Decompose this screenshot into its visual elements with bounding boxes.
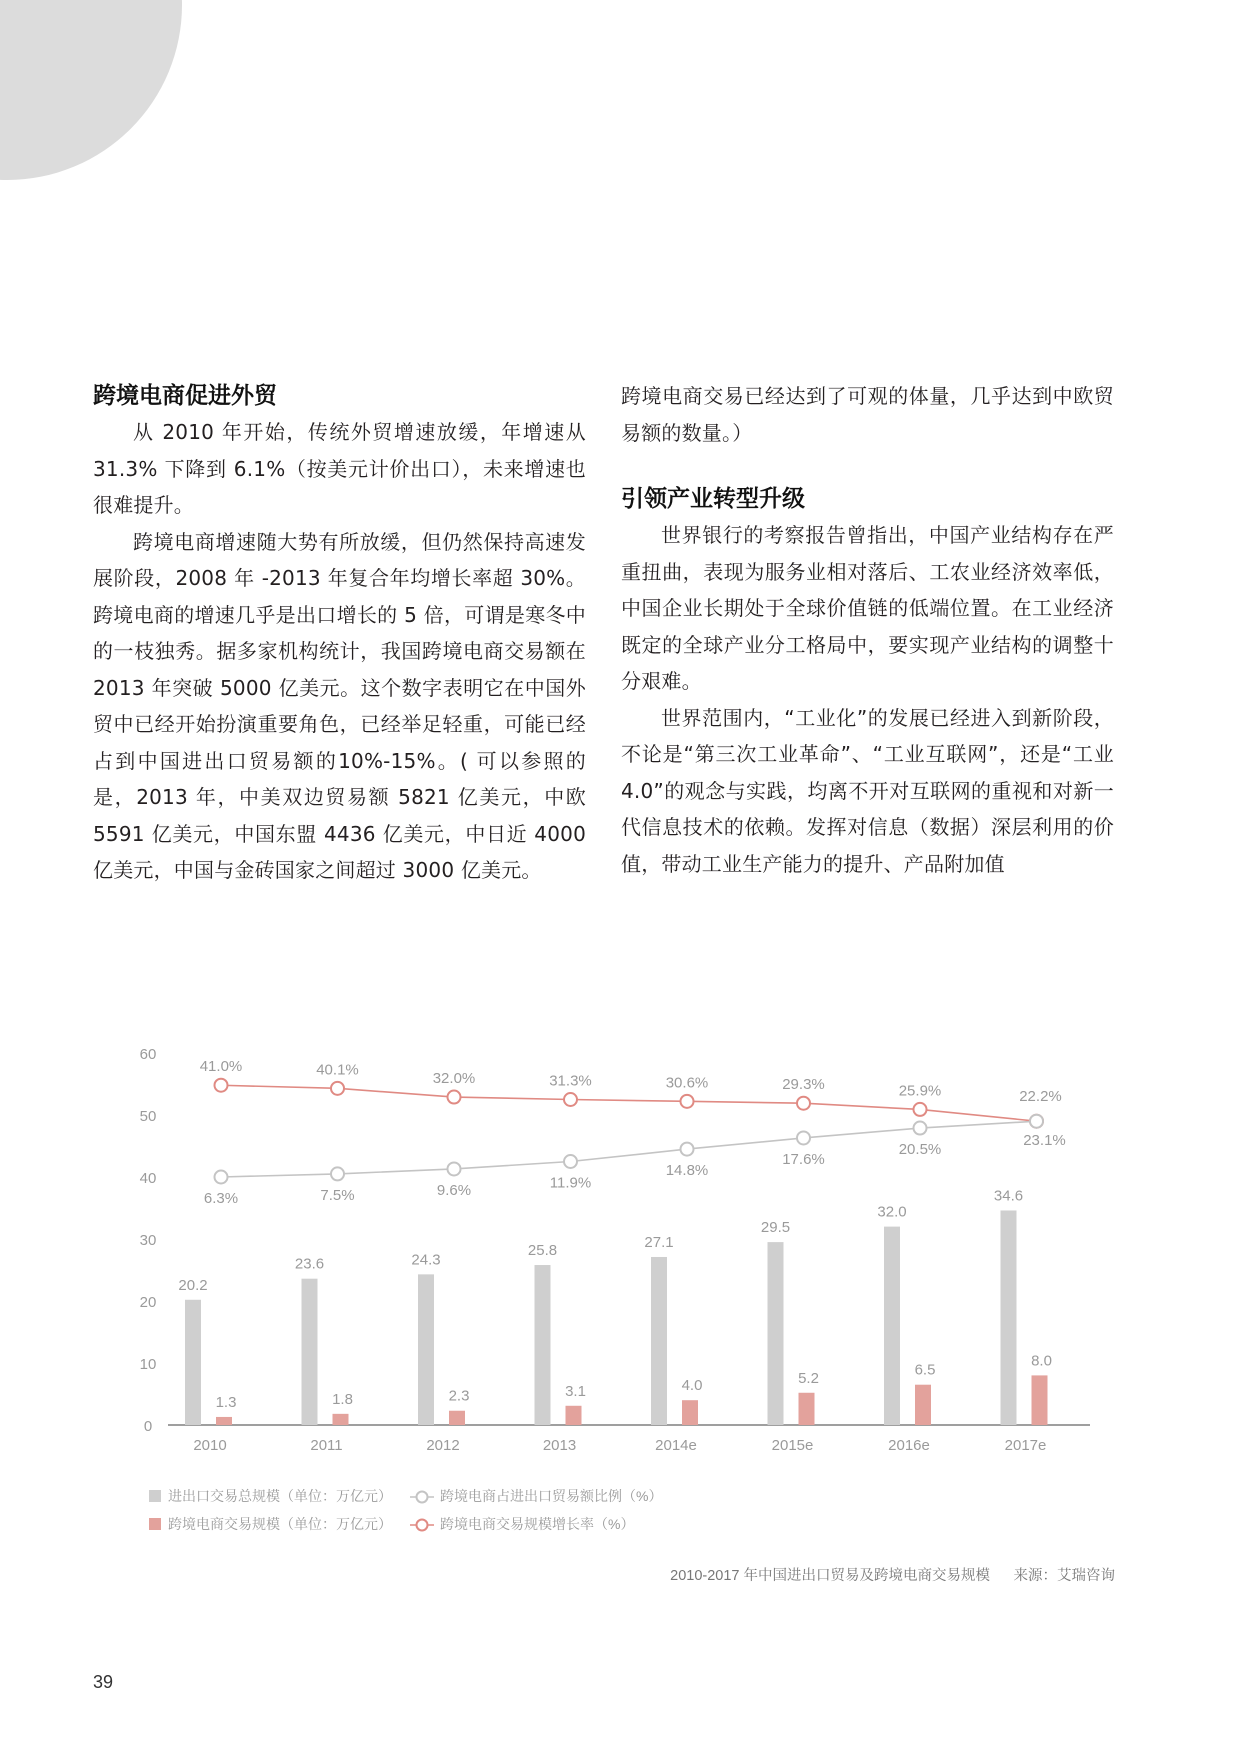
- share-ratio-value-label: 20.5%: [898, 1141, 942, 1159]
- bar-ecommerce-trade: [682, 1400, 698, 1425]
- bar-total-trade: [418, 1274, 434, 1425]
- section-heading-cross-border-trade: 跨境电商促进外贸: [93, 383, 277, 409]
- share-ratio-point: [215, 1171, 228, 1184]
- page-number: 39: [93, 1672, 114, 1692]
- bar-total-trade: [1001, 1210, 1017, 1425]
- bar-total-value-label: 24.3: [411, 1251, 441, 1269]
- y-tick-label: 20: [139, 1294, 157, 1311]
- chart-source-caption: 来源：艾瑞咨询: [1013, 1568, 1115, 1584]
- y-tick-label: 10: [139, 1356, 157, 1373]
- bar-total-trade: [768, 1242, 784, 1425]
- bar-total-value-label: 23.6: [294, 1255, 325, 1273]
- bar-ecommerce-value-label: 4.0: [681, 1377, 703, 1395]
- bar-ecommerce-trade: [449, 1411, 465, 1425]
- bar-total-value-label: 34.6: [993, 1187, 1024, 1205]
- legend-label-total: 进出口交易总规模（单位：万亿元）: [168, 1488, 392, 1504]
- bar-total-value-label: 27.1: [644, 1233, 674, 1251]
- legend-label-growth: 跨境电商交易规模增长率（%）: [440, 1516, 635, 1532]
- bar-total-trade: [651, 1257, 667, 1425]
- legend-marker-share: [417, 1492, 428, 1503]
- legend-swatch-ecommerce: [149, 1518, 161, 1530]
- growth-rate-point: [681, 1095, 694, 1108]
- share-ratio-value-label: 23.1%: [1023, 1132, 1066, 1150]
- share-ratio-value-label: 7.5%: [320, 1186, 355, 1204]
- share-ratio-value-label: 14.8%: [665, 1162, 709, 1180]
- bar-ecommerce-trade: [1032, 1375, 1048, 1425]
- x-tick-label: 2012: [426, 1437, 460, 1454]
- paragraph: 世界银行的考察报告曾指出，中国产业结构存在严重扭曲，表现为服务业相对落后、工农业经济效率低，中国企业长期处于全球价值链的低端位置。在工业经济既定的全球产业分工格局中，要实现产业结构的调整十分艰难。: [621, 523, 1114, 693]
- bar-total-trade: [185, 1300, 201, 1425]
- growth-rate-value-label: 31.3%: [549, 1072, 592, 1090]
- legend-swatch-total: [149, 1490, 161, 1502]
- x-tick-label: 2010: [193, 1437, 227, 1454]
- bar-ecommerce-trade: [799, 1393, 815, 1425]
- growth-rate-point: [215, 1079, 228, 1092]
- x-tick-label: 2017e: [1004, 1437, 1047, 1454]
- growth-rate-value-label: 25.9%: [898, 1082, 942, 1100]
- growth-rate-point: [448, 1091, 461, 1104]
- chart-title-caption: 2010-2017 年中国进出口贸易及跨境电商交易规模: [670, 1568, 990, 1584]
- bar-total-trade: [884, 1227, 900, 1425]
- legend-label-share: 跨境电商占进出口贸易额比例（%）: [440, 1488, 663, 1504]
- growth-rate-value-label: 22.2%: [1019, 1088, 1062, 1106]
- x-tick-label: 2013: [542, 1437, 577, 1454]
- share-ratio-value-label: 11.9%: [549, 1174, 592, 1192]
- share-ratio-value-label: 6.3%: [203, 1190, 239, 1207]
- bar-ecommerce-value-label: 5.2: [798, 1369, 819, 1387]
- x-tick-label: 2015e: [771, 1437, 814, 1454]
- paragraph: 跨境电商增速随大势有所放缓，但仍然保持高速发展阶段，2008 年 -2013 年复合年均增长率超 30%。跨境电商的增速几乎是出口增长的 5 倍，可谓是寒冬中的一枝独秀。据多家机构统计，我国跨境电商交易额在 2013 年突破 5000 亿美元。这个数字表明它在中国外贸中已经开始扮演重要角色，已经举足轻重，可能已经占到中国进出口贸易额的10%-15%。( 可以参照的是，2013 年，中美双边贸易额 5821 亿美元，中欧 5591 亿美元，中国东盟 4436 亿美元，中日近 4000 亿美元，中国与金砖国家之间超过 3000 亿美元。: [93, 529, 586, 882]
- bar-ecommerce-value-label: 1.3: [215, 1393, 237, 1411]
- y-tick-label: 60: [139, 1046, 157, 1063]
- bar-total-value-label: 29.5: [760, 1219, 791, 1237]
- bar-ecommerce-trade: [915, 1385, 931, 1425]
- bar-total-value-label: 25.8: [527, 1242, 558, 1260]
- growth-rate-point: [914, 1103, 927, 1116]
- y-tick-label: 50: [139, 1108, 157, 1125]
- bar-ecommerce-value-label: 3.1: [565, 1382, 586, 1400]
- paragraph-continuation: 跨境电商交易已经达到了可观的体量，几乎达到中欧贸易额的数量。）: [621, 384, 1114, 445]
- growth-rate-point: [564, 1093, 577, 1106]
- growth-rate-value-label: 40.1%: [316, 1061, 359, 1079]
- y-tick-label: 40: [139, 1170, 157, 1187]
- bar-ecommerce-value-label: 2.3: [448, 1387, 470, 1405]
- share-ratio-point: [331, 1167, 344, 1180]
- x-tick-label: 2011: [310, 1437, 343, 1454]
- paragraph: 世界范围内，“工业化”的发展已经进入到新阶段，不论是“第三次工业革命”、“工业互联网”，还是“工业 4.0”的观念与实践，均离不开对互联网的重视和对新一代信息技术的依赖。发挥对信息（数据）深层利用的价值，带动工业生产能力的提升、产品附加值: [621, 705, 1114, 876]
- bar-total-value-label: 20.2: [178, 1276, 208, 1294]
- growth-rate-value-label: 32.0%: [432, 1070, 476, 1088]
- legend-label-ecommerce: 跨境电商交易规模（单位：万亿元）: [168, 1516, 392, 1532]
- share-ratio-point: [564, 1155, 577, 1168]
- share-ratio-point: [681, 1143, 694, 1156]
- bar-ecommerce-trade: [566, 1406, 582, 1425]
- growth-rate-value-label: 41.0%: [199, 1058, 243, 1076]
- x-tick-label: 2014e: [655, 1437, 697, 1454]
- bar-total-trade: [302, 1279, 318, 1425]
- share-ratio-point: [914, 1122, 927, 1135]
- share-ratio-point: [797, 1131, 810, 1144]
- paragraph: 从 2010 年开始，传统外贸增速放缓，年增速从 31.3% 下降到 6.1%（按美元计价出口），未来增速也很难提升。: [93, 420, 586, 517]
- section-heading-industry-upgrade: 引领产业转型升级: [621, 486, 805, 512]
- bar-total-value-label: 32.0: [877, 1203, 907, 1221]
- share-ratio-value-label: 9.6%: [436, 1181, 472, 1199]
- bar-ecommerce-trade: [333, 1414, 349, 1425]
- growth-rate-value-label: 29.3%: [782, 1076, 825, 1094]
- share-ratio-point: [448, 1162, 461, 1175]
- bar-ecommerce-value-label: 8.0: [1031, 1352, 1052, 1370]
- bar-ecommerce-value-label: 1.8: [332, 1390, 353, 1408]
- legend-marker-growth: [417, 1520, 428, 1531]
- bar-ecommerce-trade: [216, 1417, 232, 1425]
- share-ratio-value-label: 17.6%: [782, 1150, 825, 1168]
- growth-rate-point: [797, 1097, 810, 1110]
- growth-rate-value-label: 30.6%: [665, 1074, 709, 1092]
- bar-ecommerce-value-label: 6.5: [914, 1361, 936, 1379]
- bar-total-trade: [535, 1265, 551, 1425]
- share-ratio-point: [1030, 1115, 1043, 1128]
- x-tick-label: 2016e: [888, 1437, 930, 1454]
- y-tick-label: 30: [139, 1232, 157, 1249]
- y-tick-label: 0: [143, 1418, 153, 1435]
- growth-rate-point: [331, 1082, 344, 1095]
